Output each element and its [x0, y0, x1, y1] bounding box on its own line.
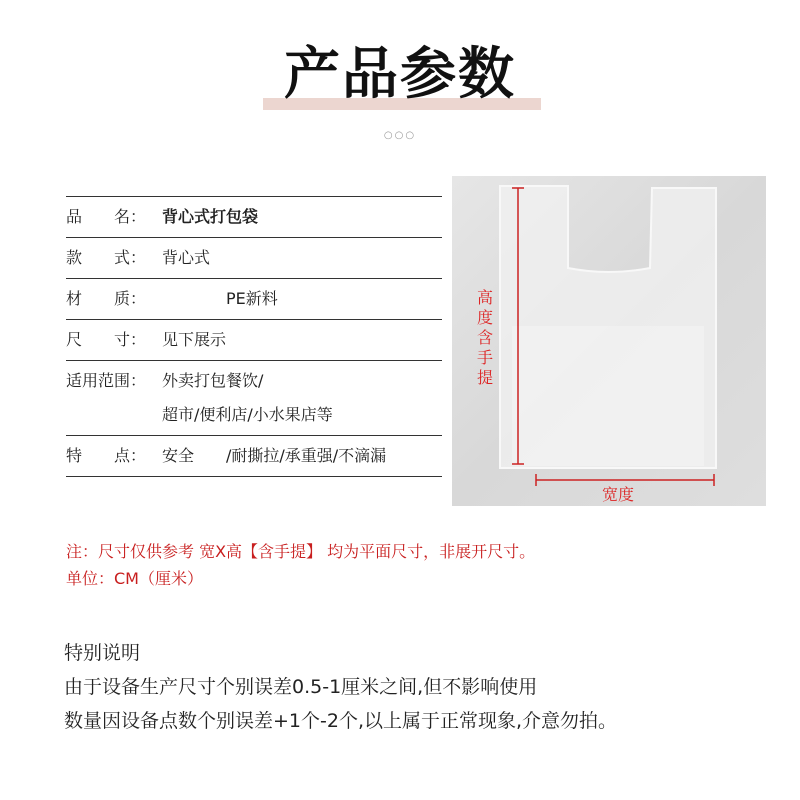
divider-dots: ○○○ [383, 130, 417, 141]
width-label: 宽度 [602, 485, 635, 504]
spec-row-style [66, 237, 442, 278]
spec-label: 尺 寸： [66, 330, 147, 349]
spec-label: 品 名： [66, 207, 147, 226]
spec-row-material [66, 278, 442, 319]
spec-value: 安全 /耐撕拉/承重强/不滴漏 [162, 446, 387, 465]
unit-note: 单位：CM（厘米） [66, 569, 203, 588]
size-note: 注：尺寸仅供参考 宽X高【含手提】 均为平面尺寸，非展开尺寸。 [66, 542, 536, 561]
spec-label: 材 质： [66, 289, 147, 308]
explanation-heading: 特别说明 [64, 642, 141, 664]
spec-label: 款 式： [66, 248, 147, 267]
page-title: 产品参数 [284, 42, 516, 107]
spec-value: 外卖打包餐饮/ [162, 371, 264, 390]
spec-value: 见下展示 [162, 330, 227, 349]
special-explanation [64, 636, 617, 738]
height-label: 高度含手提 [476, 288, 493, 387]
spec-value: PE新料 [226, 289, 278, 308]
spec-table [66, 196, 442, 477]
spec-label: 适用范围： [66, 371, 147, 390]
explanation-line: 由于设备生产尺寸个别误差0.5-1厘米之间,但不影响使用 [64, 676, 538, 698]
spec-row-features [66, 435, 442, 477]
explanation-line: 数量因设备点数个别误差+1个-2个,以上属于正常现象,介意勿拍。 [64, 710, 618, 732]
spec-value: 背心式 [162, 248, 211, 267]
product-photo [452, 176, 766, 506]
spec-row-usage [66, 360, 442, 435]
plastic-bag-image [452, 176, 766, 506]
spec-row-name [66, 196, 442, 237]
spec-value: 背心式打包袋 [162, 207, 259, 226]
spec-value-continued: 超市/便利店/小水果店等 [162, 405, 333, 424]
spec-label: 特 点： [66, 446, 147, 465]
spec-row-size [66, 319, 442, 360]
